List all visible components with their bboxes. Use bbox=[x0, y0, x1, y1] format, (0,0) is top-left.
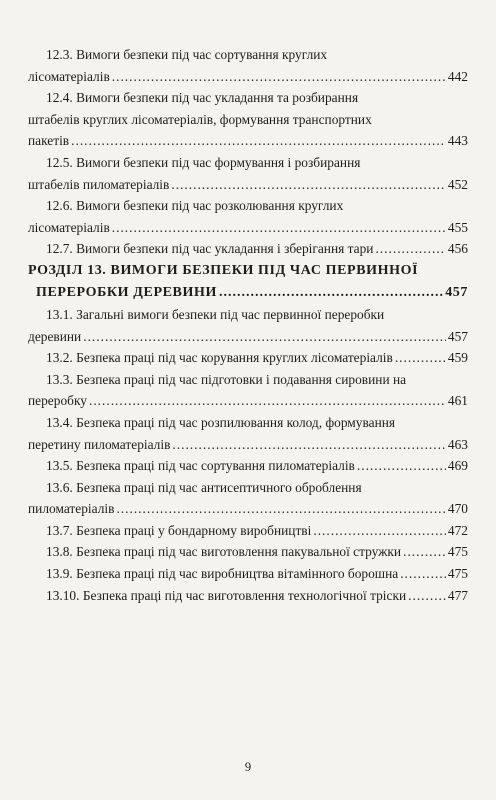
dot-leader bbox=[313, 520, 446, 542]
toc-page-number: 477 bbox=[447, 587, 468, 603]
toc-entry-line bbox=[28, 282, 468, 304]
toc-entry bbox=[28, 412, 468, 455]
toc-entry bbox=[28, 87, 468, 152]
toc-page-number: 443 bbox=[447, 133, 468, 149]
toc-entry-line bbox=[28, 195, 468, 217]
toc-entry bbox=[28, 563, 468, 585]
toc-entry-text: 12.4. Вимоги безпеки під час укладання та розбирання bbox=[46, 90, 359, 106]
toc-entry-line bbox=[28, 238, 468, 260]
dot-leader bbox=[357, 455, 446, 477]
toc-entry-line bbox=[28, 477, 468, 499]
toc-entry-text: ПЕРЕРОБКИ ДЕРЕВИНИ bbox=[36, 284, 217, 300]
toc-entry-text: лісоматеріалів bbox=[28, 219, 110, 235]
dot-leader bbox=[400, 563, 446, 585]
toc-entry-line bbox=[28, 44, 468, 66]
toc-page-number: 461 bbox=[447, 393, 468, 409]
toc-entry bbox=[28, 477, 468, 520]
toc-entry-line bbox=[28, 87, 468, 109]
toc-entry-line bbox=[28, 412, 468, 434]
dot-leader bbox=[171, 174, 446, 196]
toc-entry-line bbox=[28, 563, 468, 585]
toc-entry-line bbox=[28, 66, 468, 88]
toc-page-number: 457 bbox=[447, 328, 468, 344]
dot-leader bbox=[116, 498, 445, 520]
dot-leader bbox=[219, 282, 443, 304]
toc-entry-line bbox=[28, 217, 468, 239]
table-of-contents bbox=[28, 44, 468, 606]
toc-entry-line bbox=[28, 520, 468, 542]
dot-leader bbox=[112, 217, 446, 239]
toc-page-number: 457 bbox=[445, 284, 468, 300]
toc-page-number: 459 bbox=[447, 350, 468, 366]
dot-leader bbox=[395, 347, 446, 369]
toc-entry-text: 13.5. Безпека праці під час сортування пиломатеріалів bbox=[46, 458, 355, 474]
toc-entry-line bbox=[28, 260, 468, 282]
toc-entry-text: 12.7. Вимоги безпеки під час укладання і зберігання тари bbox=[46, 241, 374, 257]
toc-entry-line bbox=[28, 585, 468, 607]
toc-page-number: 452 bbox=[447, 176, 468, 192]
toc-entry-line bbox=[28, 498, 468, 520]
toc-entry bbox=[28, 152, 468, 195]
toc-entry-text: лісоматеріалів bbox=[28, 68, 110, 84]
toc-entry bbox=[28, 369, 468, 412]
toc-entry bbox=[28, 304, 468, 347]
toc-entry bbox=[28, 455, 468, 477]
toc-entry-text: 12.5. Вимоги безпеки під час формування і розбирання bbox=[46, 154, 361, 170]
toc-entry-text: штабелів круглих лісоматеріалів, формування транспортних bbox=[28, 111, 372, 127]
toc-page-number: 456 bbox=[447, 241, 468, 257]
toc-entry bbox=[28, 195, 468, 238]
dot-leader bbox=[172, 434, 446, 456]
toc-entry-line bbox=[28, 130, 468, 152]
toc-entry-line bbox=[28, 347, 468, 369]
toc-page-number: 475 bbox=[447, 544, 468, 560]
toc-entry bbox=[28, 520, 468, 542]
toc-entry-line bbox=[28, 434, 468, 456]
dot-leader bbox=[112, 66, 446, 88]
toc-page-number: 470 bbox=[447, 501, 468, 517]
toc-entry-line bbox=[28, 390, 468, 412]
toc-entry-line bbox=[28, 369, 468, 391]
toc-entry-text: 13.2. Безпека праці під час корування круглих лісоматеріалів bbox=[46, 350, 393, 366]
toc-entry-text: переробку bbox=[28, 393, 87, 409]
toc-entry-text: 13.7. Безпека праці у бондарному виробництві bbox=[46, 522, 312, 538]
toc-entry-text: деревини bbox=[28, 328, 82, 344]
toc-entry-line bbox=[28, 152, 468, 174]
dot-leader bbox=[83, 326, 446, 348]
page-number: 9 bbox=[244, 760, 252, 774]
dot-leader bbox=[375, 238, 445, 260]
toc-entry-text: 13.8. Безпека праці під час виготовлення пакувальної стружки bbox=[46, 544, 402, 560]
toc-entry bbox=[28, 44, 468, 87]
toc-entry-line bbox=[28, 174, 468, 196]
toc-entry-text: пиломатеріалів bbox=[28, 501, 115, 517]
toc-entry bbox=[28, 541, 468, 563]
toc-page-number: 455 bbox=[447, 219, 468, 235]
toc-entry-text: 13.6. Безпека праці під час антисептичного оброблення bbox=[46, 479, 362, 495]
toc-entry-text: 13.4. Безпека праці під час розпилювання колод, формування bbox=[46, 414, 396, 430]
toc-entry-text: РОЗДІЛ 13. ВИМОГИ БЕЗПЕКИ ПІД ЧАС ПЕРВИННОЇ bbox=[28, 262, 419, 278]
toc-entry-text: 13.1. Загальні вимоги безпеки під час первинної переробки bbox=[46, 306, 385, 322]
toc-page-number: 463 bbox=[447, 436, 468, 452]
toc-entry-text: 13.3. Безпека праці під час підготовки і подавання сировини на bbox=[46, 371, 407, 387]
toc-page-number: 442 bbox=[447, 68, 468, 84]
dot-leader bbox=[71, 130, 446, 152]
toc-entry bbox=[28, 585, 468, 607]
toc-entry-text: штабелів пиломатеріалів bbox=[28, 176, 170, 192]
toc-page-number: 472 bbox=[447, 522, 468, 538]
dot-leader bbox=[403, 541, 446, 563]
toc-entry-line bbox=[28, 109, 468, 131]
toc-entry-line bbox=[28, 326, 468, 348]
toc-entry-text: 12.3. Вимоги безпеки під час сортування круглих bbox=[46, 47, 328, 62]
dot-leader bbox=[89, 390, 446, 412]
toc-entry-text: пакетів bbox=[28, 133, 70, 149]
toc-entry-text: 13.9. Безпека праці під час виробництва вітамінного борошна bbox=[46, 566, 399, 582]
toc-entry-line bbox=[28, 304, 468, 326]
toc-entry bbox=[28, 238, 468, 260]
toc-section-heading bbox=[28, 260, 468, 304]
toc-page-number: 475 bbox=[447, 566, 468, 582]
toc-entry-text: перетину пиломатеріалів bbox=[28, 436, 171, 452]
toc-entry-text: 12.6. Вимоги безпеки під час розколювання круглих bbox=[46, 198, 344, 214]
toc-entry bbox=[28, 347, 468, 369]
toc-entry-line bbox=[28, 455, 468, 477]
toc-entry-line bbox=[28, 541, 468, 563]
toc-page-number: 469 bbox=[447, 458, 468, 474]
toc-entry-text: 13.10. Безпека праці під час виготовлення технологічної тріски bbox=[46, 587, 407, 603]
dot-leader bbox=[408, 585, 446, 607]
